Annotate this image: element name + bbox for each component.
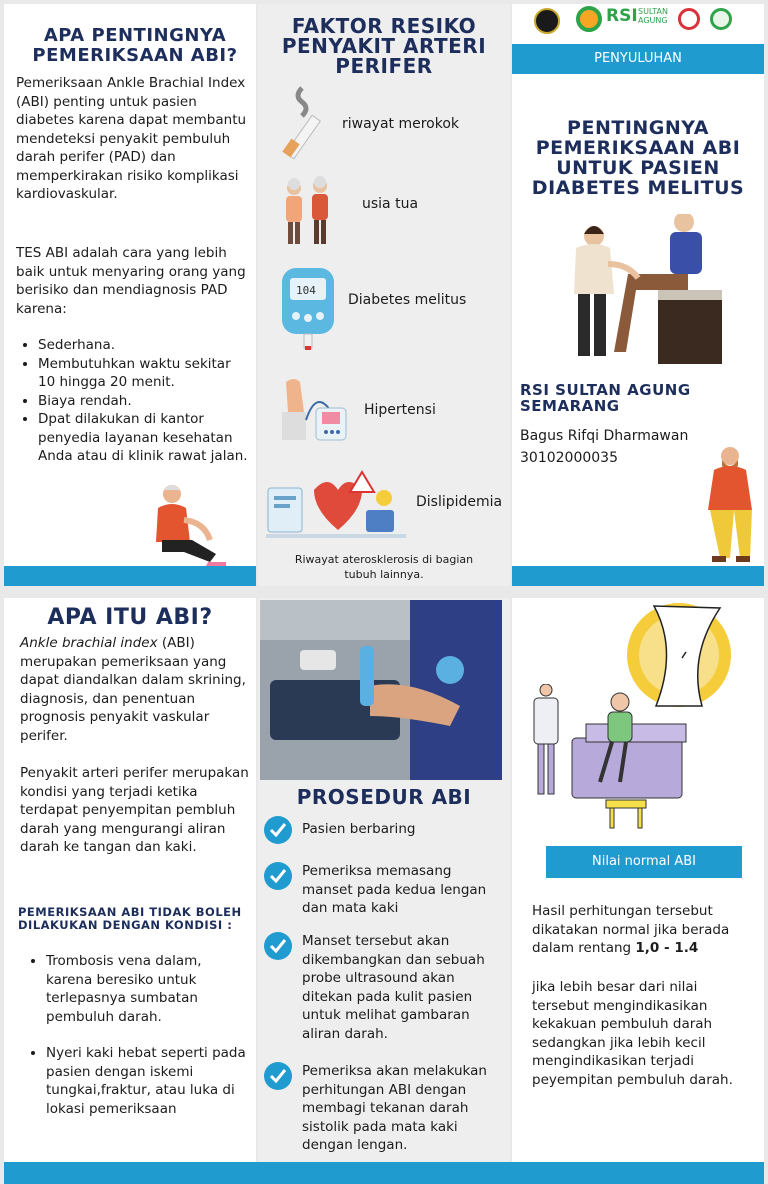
risk-label: Diabetes melitus xyxy=(348,292,467,308)
panel-risk-factors xyxy=(258,4,510,586)
panel3-nim: 30102000035 xyxy=(520,450,618,466)
panel4-para1-rest: (ABI) merupakan pemeriksaan yang dapat diandalkan dalam skrining, diagnosis, dan penentuan prognosis penyakit vaskular perifer. xyxy=(20,635,246,744)
panel-cover xyxy=(512,4,764,586)
list-item: • Trombosis vena dalam, karena beresiko untuk terlepasnya sumbatan pembuluh darah. xyxy=(46,952,252,1026)
procedure-step-text: Pemeriksa memasang manset pada kedua lengan dan mata kaki xyxy=(302,863,487,916)
normal-abi-label: Nilai normal ABI xyxy=(546,846,742,878)
panel3-title: PENTINGNYA PEMERIKSAAN ABI UNTUK PASIEN DIABETES MELITUS xyxy=(531,117,745,199)
panel-what-is-abi xyxy=(4,598,256,1162)
panel2-title: FAKTOR RESIKO PENYAKIT ARTERI PERIFER xyxy=(281,14,487,78)
panel3-org: RSI SULTAN AGUNG SEMARANG xyxy=(520,381,691,415)
panel4-para2: Penyakit arteri perifer merupakan kondisi yang terjadi ketika terdapat penyempitan pembluh darah yang mengurangi aliran darah ke tangan dan kaki. xyxy=(20,765,249,855)
panel1-bullets xyxy=(18,336,252,466)
list-item: • Sederhana. xyxy=(38,336,252,355)
normal-range-value: 1,0 - 1.4 xyxy=(635,940,699,956)
risk-label: Dislipidemia xyxy=(416,494,503,510)
panel5-title: PROSEDUR ABI xyxy=(296,785,472,809)
panel1-para2: TES ABI adalah cara yang lebih baik untuk menyaring orang yang berisiko dan mendiagnosis PAD karena: xyxy=(16,245,246,317)
panel6-para1-text: Hasil perhitungan tersebut dikatakan normal jika berada dalam rentang xyxy=(532,903,730,956)
panel3-bottom-bar xyxy=(512,566,764,586)
risk-item-hypertension xyxy=(258,374,510,454)
risk-item-smoking xyxy=(258,84,510,164)
panel2-footer: Riwayat aterosklerosis di bagian tubuh lainnya. xyxy=(294,553,474,581)
check-icon xyxy=(264,932,292,960)
check-icon xyxy=(264,862,292,890)
abi-measurement-photo xyxy=(260,600,502,780)
risk-item-dyslipidemia xyxy=(258,466,510,546)
panel4-para1 xyxy=(20,634,250,745)
cigarette-icon xyxy=(276,84,336,164)
panel-importance xyxy=(4,4,256,586)
procedure-step-text: Pemeriksa akan melakukan perhitungan ABI dengan membagi tekanan darah sistolik pada mata kaki dengan lengan. xyxy=(302,1063,487,1153)
list-item: • Dpat dilakukan di kantor penyedia layanan kesehatan Anda atau di klinik rawat jalan. xyxy=(38,410,252,466)
elderly-couple-icon xyxy=(276,174,342,254)
panel1-para1: Pemeriksaan Ankle Brachial Index (ABI) penting untuk pasien diabetes karena dapat membantu mendeteksi penyakit pembuluh darah perifer (PAD) dan memperkirakan risiko komplikasi kardiovaskular. xyxy=(16,75,247,202)
check-icon xyxy=(264,1062,292,1090)
panel4-bullets xyxy=(26,952,252,1118)
glucometer-icon xyxy=(278,266,338,352)
panel6-para1 xyxy=(532,902,756,958)
ministry-logo-icon xyxy=(534,8,560,34)
risk-label: Hipertensi xyxy=(364,402,436,418)
list-item: • Membutuhkan waktu sekitar 10 hingga 20 menit. xyxy=(38,355,252,392)
list-item: • Biaya rendah. xyxy=(38,392,252,411)
patient-examination-illustration xyxy=(526,684,716,834)
penyuluhan-banner: PENYULUHAN xyxy=(512,44,764,74)
risk-item-diabetes xyxy=(258,266,510,346)
panel-normal-values xyxy=(512,598,764,1162)
rsi-logo-icon xyxy=(576,6,602,32)
panel6-para2: jika lebih besar dari nilai tersebut mengindikasikan kekakuan pembuluh darah sedangkan jika lebih kecil mengindikasikan terjadi peyempitan pembuluh darah. xyxy=(532,979,733,1088)
risk-label: riwayat merokok xyxy=(342,116,460,132)
rsi-logo-text: RSI xyxy=(606,6,638,26)
blood-pressure-icon xyxy=(276,374,352,450)
rsi-logo-sub: SULTAN AGUNG xyxy=(638,7,669,25)
list-item: • Nyeri kaki hebat seperti pada pasien dengan iskemi tungkai,fraktur, atau luka di lokasi pemeriksaan xyxy=(46,1044,252,1118)
heart-lab-icon xyxy=(266,470,406,542)
panel4-title: APA ITU ABI? xyxy=(47,605,213,630)
panel4-para1-italic: Ankle brachial index xyxy=(20,635,158,651)
procedure-step-text: Pasien berbaring xyxy=(302,821,416,837)
panel-procedure xyxy=(258,598,510,1162)
risk-label: usia tua xyxy=(362,196,419,212)
elderly-man-sitting-illustration xyxy=(144,480,234,580)
panel1-bottom-bar xyxy=(4,566,256,586)
risk-item-age xyxy=(258,170,510,250)
panel1-title: APA PENTINGNYA PEMERIKSAAN ABI? xyxy=(32,25,238,66)
accreditation-logo-icon xyxy=(710,8,732,30)
halal-logo-icon xyxy=(678,8,700,30)
panel4-subtitle: PEMERIKSAAN ABI TIDAK BOLEH DILAKUKAN DENGAN KONDISI : xyxy=(18,905,242,932)
doctor-patient-illustration xyxy=(558,214,728,374)
logo-row xyxy=(512,4,764,44)
check-icon xyxy=(264,816,292,844)
glucometer-reading: 104 xyxy=(296,284,316,297)
elderly-man-knee-pain-illustration xyxy=(696,444,764,568)
panel3-author: Bagus Rifqi Dharmawan xyxy=(520,428,689,444)
page-bottom-bar xyxy=(4,1162,764,1184)
procedure-step-text: Manset tersebut akan dikembangkan dan sebuah probe ultrasound akan ditekan pada kulit pasien untuk melihat gambaran aliran darah. xyxy=(302,933,485,1042)
